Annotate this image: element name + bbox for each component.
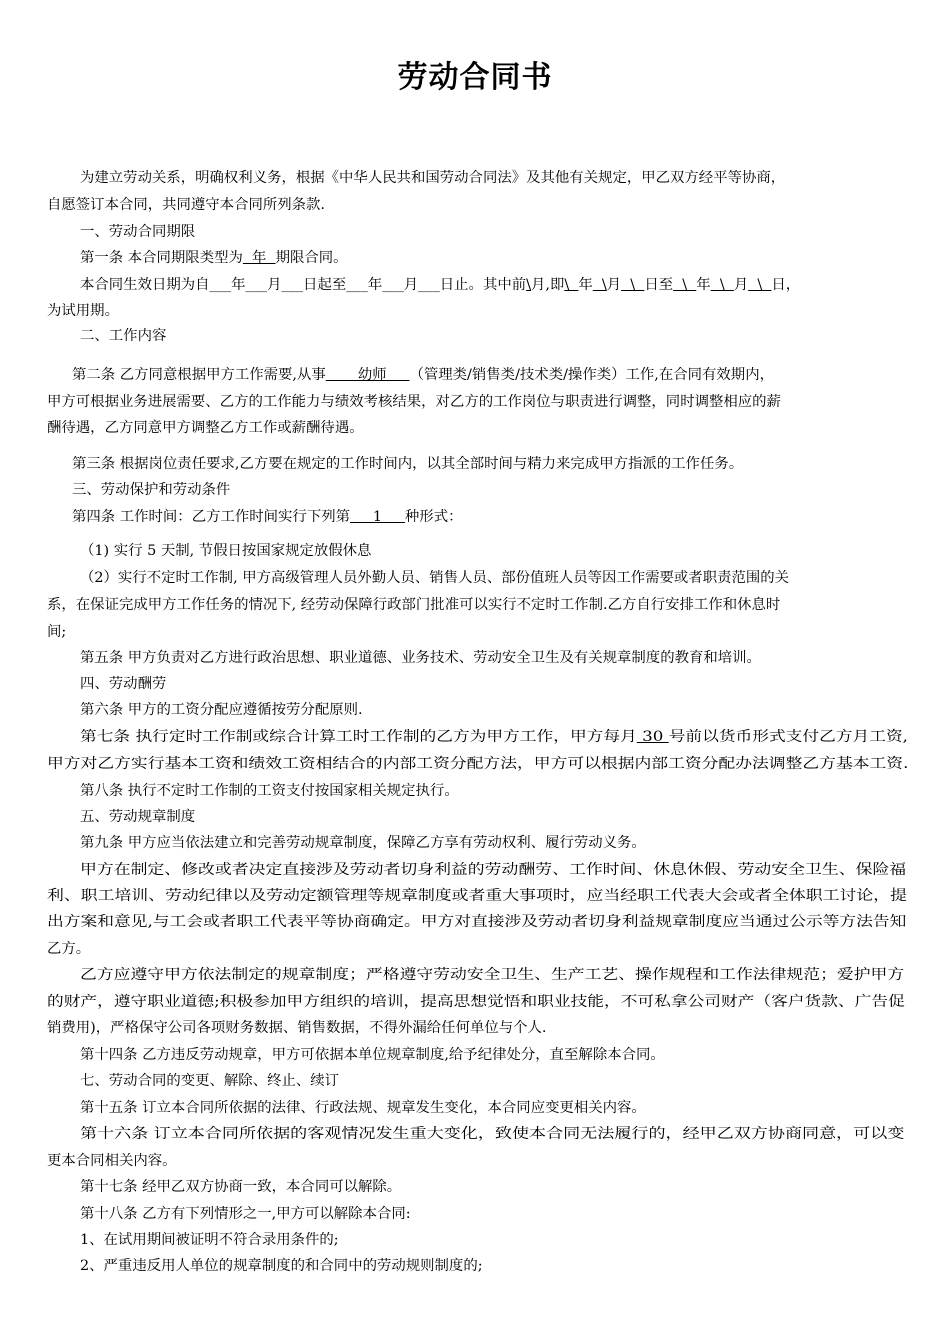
body-line (72, 454, 743, 474)
line-text: 二、工作内容 (80, 328, 167, 344)
line-text: 1、在试用期间被证明不符合录用条件的; (80, 1232, 339, 1248)
body-line (80, 222, 195, 242)
line-text: 日， (771, 277, 801, 293)
line-text: 种形式： (404, 509, 463, 525)
line-text: 的财产，遵守职业道德;积极参加甲方组织的培训，提高思想觉悟和职业技能，不可私拿公司财产（客户货款、广告促 (47, 994, 905, 1010)
body-line (80, 1230, 339, 1250)
line-text: 第二条 乙方同意根据甲方工作需要,从事 (72, 367, 326, 383)
body-line (47, 392, 781, 412)
line-text: 2、严重违反用人单位的规章制度的和合同中的劳动规则制度的; (80, 1258, 483, 1274)
line-text: 第十四条 乙方违反劳动规章，甲方可依据本单位规章制度,给予纪律处分，直至解除本合同。 (80, 1047, 665, 1063)
line-text: 第五条 甲方负责对乙方进行政治思想、职业道德、业务技术、劳动安全卫生及有关规章制度的教育和培训。 (80, 650, 761, 666)
line-text: 七、劳动合同的变更、解除、终止、续订 (80, 1073, 340, 1089)
filled-blank: 幼师 (325, 367, 410, 383)
body-line (47, 195, 325, 215)
body-line (47, 301, 119, 321)
line-text: 甲方在制定、修改或者决定直接涉及劳动者切身利益的劳动酬劳、工作时间、休息休假、劳动安全卫生、保险福 (80, 862, 907, 878)
line-text: 更本合同相关内容。 (47, 1153, 177, 1169)
line-text: 为建立劳动关系，明确权利义务，根据《中华人民共和国劳动合同法》及其他有关规定，甲乙双方经平等协商， (80, 170, 786, 186)
body-line (47, 886, 907, 906)
body-line (80, 568, 789, 588)
line-text: 三、劳动保护和劳动条件 (72, 482, 231, 498)
filled-blank: 年 (242, 250, 276, 266)
body-line (72, 365, 774, 385)
filled-blank: 30 (636, 729, 669, 745)
line-text: （管理类/销售类/技术类/操作类）工作,在合同有效期内， (409, 367, 774, 383)
line-text: 第十八条 乙方有下列情形之一,甲方可以解除本合同: (80, 1206, 411, 1222)
line-text: 自愿签订本合同，共同遵守本合同所列条款. (47, 197, 325, 213)
body-line (80, 674, 166, 694)
line-text: 第一条 本合同期限类型为 (80, 250, 243, 266)
body-line (80, 1256, 483, 1276)
line-text: 第十五条 订立本合同所依据的法律、行政法规、规章发生变化，本合同应变更相关内容。 (80, 1100, 646, 1116)
body-line (80, 1177, 401, 1197)
line-text: 第十六条 订立本合同所依据的客观情况发生重大变化，致使本合同无法履行的，经甲乙双方协商同意，可以变 (80, 1126, 905, 1142)
line-text: 号前以货币形式支付乙方月工资, (668, 729, 908, 745)
body-line (80, 700, 363, 720)
body-line (80, 1204, 411, 1224)
line-text: 年 (696, 277, 711, 293)
line-text: 五、劳动规章制度 (80, 809, 196, 825)
line-text: 出方案和意见,与工会或者职工代表平等协商确定。甲方对直接涉及劳动者切身利益规章制度应当通过公示等方法告知 (47, 914, 907, 930)
line-text: 第六条 甲方的工资分配应遵循按劳分配原则. (80, 702, 363, 718)
body-line (47, 1151, 177, 1171)
line-text: 月 (606, 277, 622, 293)
filled-blank: \ (592, 277, 607, 293)
line-text: 本合同生效日期为自___年___月___日起至___年___月___日止。其中前 (80, 277, 527, 293)
line-text: 期限合同。 (275, 250, 348, 266)
filled-blank: \ (526, 277, 531, 293)
body-line (80, 248, 348, 268)
line-text: （2）实行不定时工作制, 甲方高级管理人员外勤人员、销售人员、部份值班人员等因工作需要或者职责范围的关 (80, 570, 790, 586)
filled-blank: 1 (350, 509, 405, 525)
filled-blank: \ (710, 277, 734, 293)
line-text: 月,即 (530, 277, 565, 293)
line-text: （1) 实行 5 天制, 节假日按国家规定放假休息 (80, 543, 372, 559)
line-text: 四、劳动酬劳 (80, 676, 167, 692)
body-line (47, 418, 364, 438)
body-line (80, 1098, 646, 1118)
body-line (80, 1124, 904, 1144)
body-line (80, 807, 195, 827)
body-line (80, 541, 371, 561)
body-line (47, 1018, 546, 1038)
body-line (80, 860, 906, 880)
body-line (47, 622, 66, 642)
line-text: 乙方应遵守甲方依法制定的规章制度；严格遵守劳动安全卫生、生产工艺、操作规程和工作法律规范；爱护甲方 (80, 967, 905, 983)
body-line (47, 912, 906, 932)
body-line (72, 480, 230, 500)
body-line (80, 781, 459, 801)
body-line (47, 595, 780, 615)
line-text: 一、劳动合同期限 (80, 224, 196, 240)
line-text: 甲方可根据业务进展需要、乙方的工作能力与绩效考核结果，对乙方的工作岗位与职责进行调整，同时调整相应的薪 (47, 394, 781, 410)
filled-blank: \ (564, 277, 579, 293)
line-text: 甲方对乙方实行基本工资和绩效工资相结合的内部工资分配方法，甲方可以根据内部工资分配办法调整乙方基本工资. (47, 756, 909, 772)
body-line (80, 275, 800, 295)
body-line (80, 1071, 339, 1091)
body-line (80, 326, 166, 346)
line-text: 乙方。 (47, 941, 91, 957)
line-text: 第九条 甲方应当依法建立和完善劳动规章制度，保障乙方享有劳动权利、履行劳动义务。 (80, 835, 646, 851)
line-text: 间; (47, 624, 67, 640)
line-text: 月 (733, 277, 749, 293)
body-line (80, 648, 761, 668)
body-line (80, 727, 908, 747)
line-text: 销费用)，严格保守公司各项财务数据、销售数据，不得外漏给任何单位与个人. (47, 1020, 547, 1036)
line-text: 第七条 执行定时工作制或综合计算工时工作制的乙方为甲方工作，甲方每月 (80, 729, 637, 745)
line-text: 利、职工培训、劳动纪律以及劳动定额管理等规章制度或者重大事项时，应当经职工代表大会或者全体职工讨论，提 (47, 888, 907, 904)
body-line (47, 939, 90, 959)
line-text: 第四条 工作时间：乙方工作时间实行下列第 (72, 509, 350, 525)
line-text: 系，在保证完成甲方工作任务的情况下, 经劳动保障行政部门批准可以实行不定时工作制.乙方自行安排工作和休息时 (47, 597, 781, 613)
line-text: 年 (578, 277, 593, 293)
line-text: 为试用期。 (47, 303, 119, 319)
line-text: 第八条 执行不定时工作制的工资支付按国家相关规定执行。 (80, 783, 459, 799)
body-line (80, 168, 785, 188)
line-text: 第十七条 经甲乙双方协商一致，本合同可以解除。 (80, 1179, 402, 1195)
filled-blank: \ (748, 277, 772, 293)
filled-blank: \ (673, 277, 697, 293)
line-text: 酬待遇，乙方同意甲方调整乙方工作或薪酬待遇。 (47, 420, 364, 436)
body-line (80, 965, 904, 985)
body-line (80, 1045, 665, 1065)
body-line (47, 992, 905, 1012)
body-line (47, 754, 908, 774)
body-line (80, 833, 646, 853)
body-line (72, 507, 462, 527)
line-text: 日至 (644, 277, 674, 293)
filled-blank: \ (621, 277, 645, 293)
line-text: 第三条 根据岗位责任要求,乙方要在规定的工作时间内，以其全部时间与精力来完成甲方指派的工作任务。 (72, 456, 744, 472)
document-title: 劳动合同书 (397, 60, 553, 95)
